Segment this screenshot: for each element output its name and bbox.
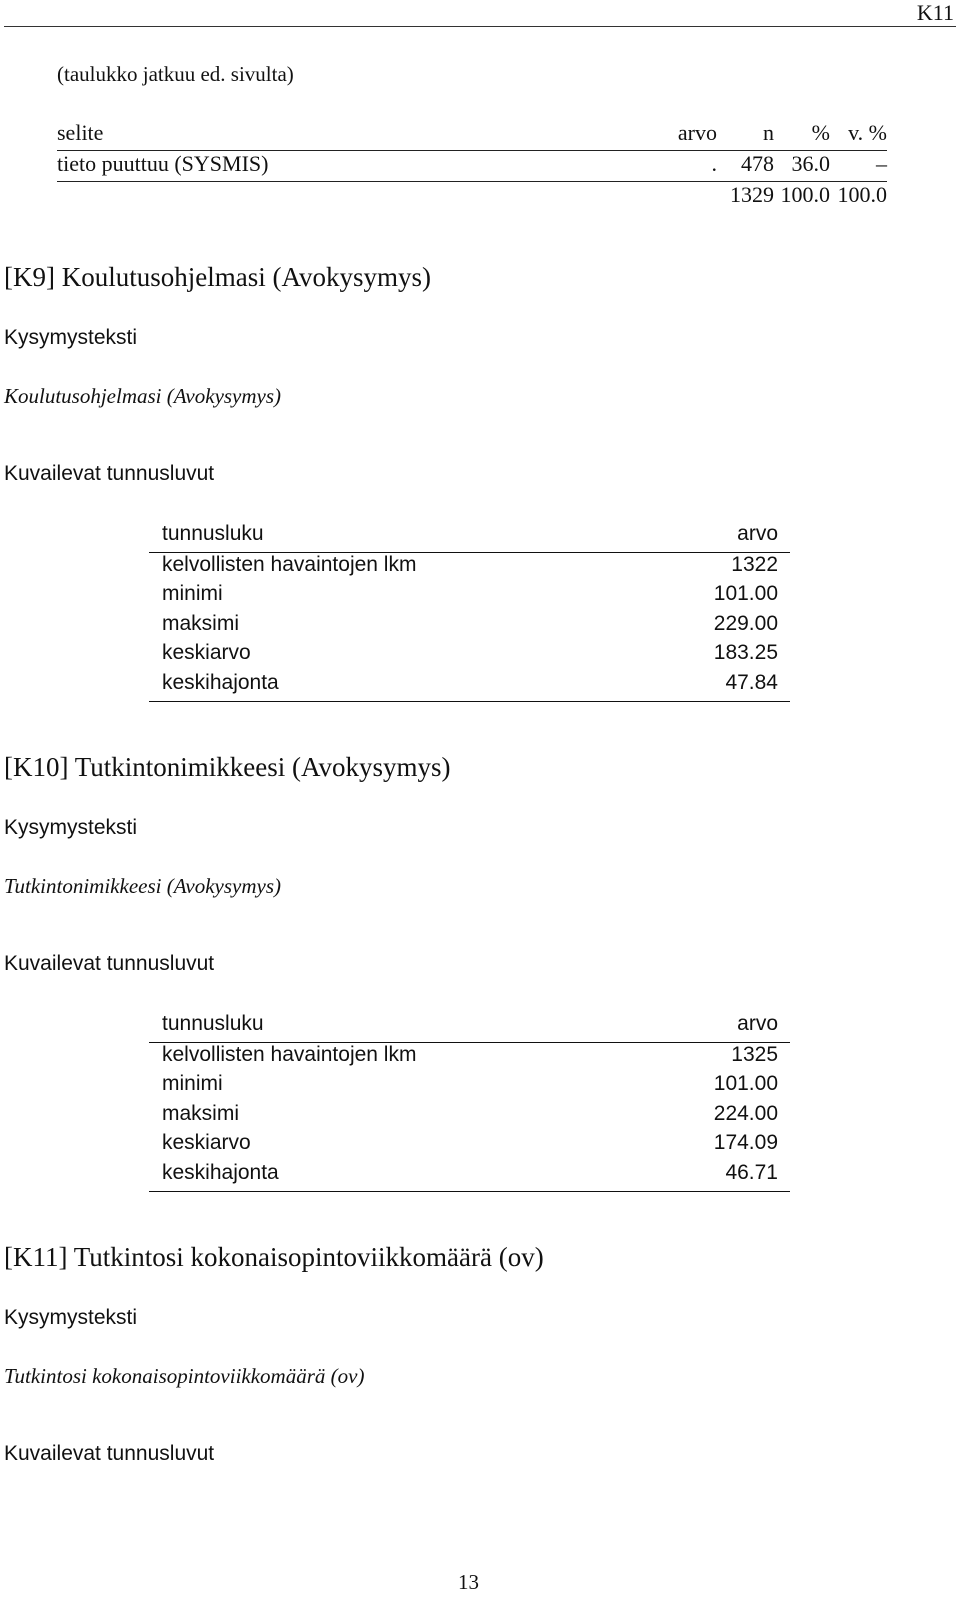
stat-value: 1325 bbox=[731, 1042, 778, 1066]
stats-row bbox=[149, 1072, 790, 1102]
question-label: Kysymysteksti bbox=[4, 1306, 138, 1329]
stat-value: 229.00 bbox=[713, 611, 778, 635]
stats-row bbox=[149, 582, 790, 612]
table-cell: tieto puuttuu (SYSMIS) bbox=[57, 151, 269, 176]
column-header: tunnusluku bbox=[162, 1012, 264, 1035]
stats-row bbox=[149, 1102, 790, 1132]
stat-value: 1322 bbox=[731, 552, 778, 576]
column-header: selite bbox=[57, 120, 104, 145]
column-header: % bbox=[811, 120, 830, 145]
page-number: 13 bbox=[458, 1570, 479, 1594]
stats-row bbox=[149, 641, 790, 671]
running-head: K11 bbox=[916, 0, 954, 25]
stats-label: Kuvailevat tunnusluvut bbox=[4, 462, 215, 485]
table-cell: 36.0 bbox=[791, 151, 830, 176]
question-text: Koulutusohjelmasi (Avokysymys) bbox=[4, 384, 282, 408]
question-label: Kysymysteksti bbox=[4, 326, 138, 349]
question-text: Tutkintosi kokonaisopintoviikkomäärä (ov) bbox=[4, 1364, 365, 1388]
stat-name: maksimi bbox=[162, 1101, 239, 1125]
column-header: arvo bbox=[677, 120, 717, 145]
column-header: tunnusluku bbox=[162, 522, 264, 545]
stat-name: kelvollisten havaintojen lkm bbox=[162, 552, 417, 576]
table-total-row bbox=[57, 182, 887, 212]
column-header: v. % bbox=[848, 120, 887, 145]
stats-label: Kuvailevat tunnusluvut bbox=[4, 1442, 215, 1465]
stat-value: 101.00 bbox=[713, 1072, 778, 1096]
stat-name: minimi bbox=[162, 582, 223, 606]
stats-row bbox=[149, 612, 790, 642]
stat-name: keskihajonta bbox=[162, 670, 279, 694]
stat-value: 47.84 bbox=[725, 670, 778, 694]
table-cell: 1329 bbox=[730, 182, 774, 207]
stat-value: 46.71 bbox=[725, 1160, 778, 1184]
table-cell: 478 bbox=[741, 151, 774, 176]
stats-table-k10 bbox=[149, 1012, 790, 1192]
stats-header-row bbox=[149, 1012, 790, 1042]
frequency-table bbox=[57, 120, 887, 212]
stats-row bbox=[149, 671, 790, 701]
stat-value: 174.09 bbox=[713, 1131, 778, 1155]
stat-name: minimi bbox=[162, 1072, 223, 1096]
table-cell: . bbox=[711, 151, 717, 176]
table-row bbox=[57, 151, 887, 181]
table-rule bbox=[149, 701, 790, 702]
stats-header-row bbox=[149, 522, 790, 552]
table-cell: – bbox=[876, 151, 887, 176]
stat-name: keskiarvo bbox=[162, 1131, 251, 1155]
stats-row bbox=[149, 1043, 790, 1073]
stats-table-k9 bbox=[149, 522, 790, 702]
stats-label: Kuvailevat tunnusluvut bbox=[4, 952, 215, 975]
table-header-row bbox=[57, 120, 887, 150]
stat-name: kelvollisten havaintojen lkm bbox=[162, 1042, 417, 1066]
question-text: Tutkintonimikkeesi (Avokysymys) bbox=[4, 874, 281, 898]
table-rule bbox=[149, 1191, 790, 1192]
stat-name: maksimi bbox=[162, 611, 239, 635]
stats-row bbox=[149, 1131, 790, 1161]
section-title-k9: [K9] Koulutusohjelmasi (Avokysymys) bbox=[4, 262, 431, 292]
table-cell: 100.0 bbox=[837, 182, 887, 207]
header-rule bbox=[4, 26, 956, 27]
stat-value: 101.00 bbox=[713, 582, 778, 606]
stats-row bbox=[149, 1161, 790, 1191]
column-header: arvo bbox=[737, 1012, 778, 1035]
stat-value: 183.25 bbox=[713, 641, 778, 665]
continued-note: (taulukko jatkuu ed. sivulta) bbox=[57, 62, 294, 86]
question-label: Kysymysteksti bbox=[4, 816, 138, 839]
section-title-k11: [K11] Tutkintosi kokonaisopintoviikkomäärä (ov) bbox=[4, 1242, 544, 1272]
column-header: arvo bbox=[737, 522, 778, 545]
stat-name: keskihajonta bbox=[162, 1160, 279, 1184]
table-cell: 100.0 bbox=[780, 182, 830, 207]
stat-value: 224.00 bbox=[713, 1101, 778, 1125]
column-header: n bbox=[763, 120, 774, 145]
stat-name: keskiarvo bbox=[162, 641, 251, 665]
stats-row bbox=[149, 553, 790, 583]
section-title-k10: [K10] Tutkintonimikkeesi (Avokysymys) bbox=[4, 752, 451, 782]
